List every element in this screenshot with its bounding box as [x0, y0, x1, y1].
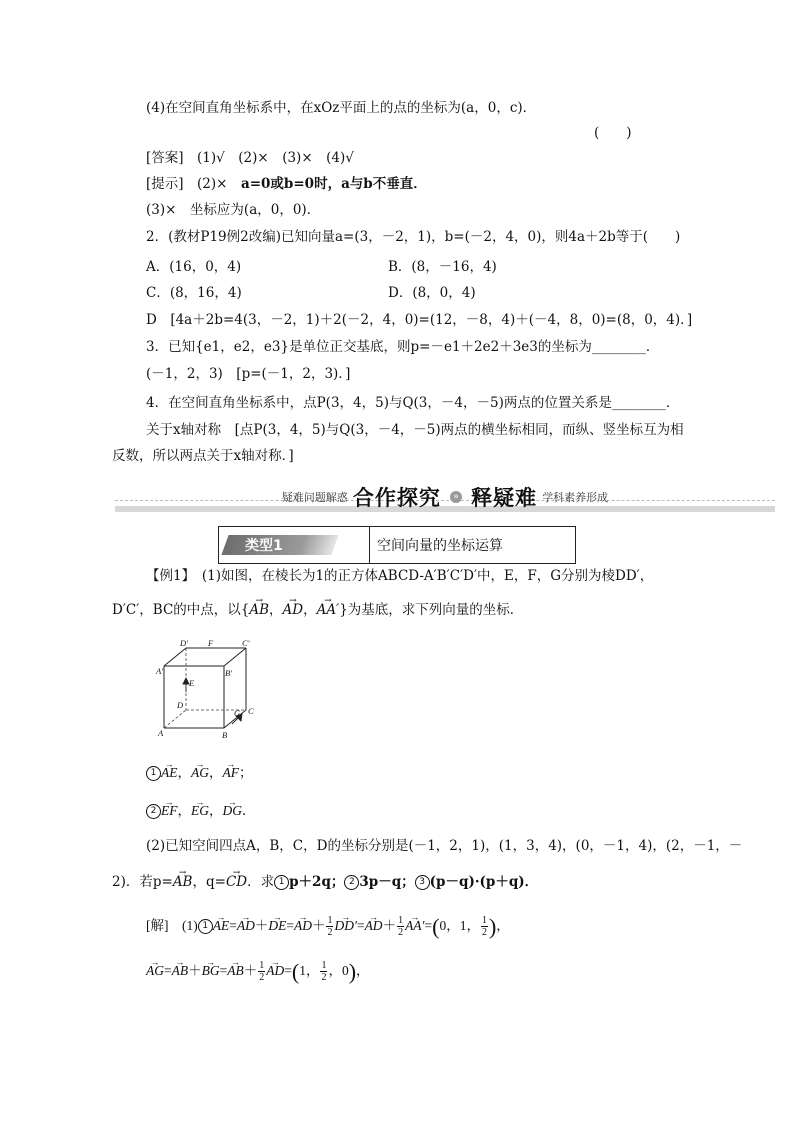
- circled-number-1: 1: [146, 766, 161, 781]
- answer-line: [答案] (1)√ (2)× (3)× (4)√: [146, 150, 354, 166]
- fraction-half-5: [320, 960, 327, 983]
- subquestion-2: 2→ EF，→ EG，→ DG．: [146, 801, 256, 821]
- vec-ad: → AD: [283, 600, 304, 620]
- frac-den: 2: [321, 972, 327, 984]
- type-title: 空间向量的坐标运算: [377, 538, 503, 554]
- hint-text: a=0或b=0时，a与b不垂直．: [240, 176, 427, 192]
- fraction-half-3: [481, 915, 488, 938]
- hint-line-2: [146, 174, 427, 194]
- example1-line1: 【例1】 (1)如图，在棱长为1的正方体ABCD-A′B′C′D′中，E，F，G分别为棱DD′，: [146, 568, 654, 584]
- circled-number-2: 2: [146, 804, 161, 819]
- frac-num: 1: [398, 915, 404, 927]
- label-a: A: [158, 728, 164, 738]
- label-b1: B′: [225, 668, 233, 678]
- vec-ag: → AG: [191, 763, 209, 783]
- example1-line2: D′C′，BC的中点，以{→ AB，→ AD，→ AA′}为基底，求下列向量的坐标．: [112, 600, 523, 620]
- vec-aa1: → AA′: [317, 600, 340, 620]
- part2-line2: [112, 872, 538, 892]
- q2-option-d: D．(8，0，4): [388, 285, 476, 301]
- q2-option-b: B．(8，－16，4): [388, 259, 497, 275]
- banner-arrow-icon: »: [450, 491, 462, 503]
- q4-solution-line1: 关于x轴对称 [点P(3，4，5)与Q(3，－4，－5)两点的横坐标相同，而纵、竖坐标互为相: [146, 422, 684, 438]
- label-d1: D′: [180, 638, 188, 648]
- frac-num: 1: [327, 915, 333, 927]
- solution-line1: [解] (1) 1→ AE=→ AD＋→ DE=→ AD＋ $\frac{1}{2}$ → DD′=→ AD＋ $\frac{1}{2}$ → AA′=(0，1， $\frac{1}{2}$ )，: [146, 912, 510, 941]
- vec-ae: → AE: [161, 763, 178, 783]
- fraction-half-4: [258, 960, 265, 983]
- vec-ab-sol: → AB: [172, 957, 189, 985]
- part2-item-2: 3p－q；: [359, 874, 415, 890]
- label-f: F: [208, 638, 214, 648]
- solution-line2: → AG=→ AB＋→ BG=→ AB＋ $\frac{1}{2}$ → AD=(1， $\frac{1}{2}$ ，0)，: [146, 957, 370, 986]
- banner-big-2: 释疑难: [471, 486, 538, 510]
- label-c: C: [248, 706, 254, 716]
- vec-ab-sol-2: → AB: [227, 957, 244, 985]
- vec-ag-sol: → AG: [146, 957, 164, 985]
- fraction-half-2: [397, 915, 404, 938]
- banner-right-small: 学科素养形成: [542, 491, 609, 504]
- label-c1: C′: [242, 638, 250, 648]
- q2-option-c: C．(8，16，4): [146, 285, 242, 301]
- section-banner: [115, 480, 775, 514]
- q4-judgment: (4)在空间直角坐标系中，在xOz平面上的点的坐标为(a，0，c)．: [146, 100, 537, 116]
- part2-item-1: p＋2q；: [289, 874, 345, 890]
- vec-ef: → EF: [161, 801, 178, 821]
- frac-num: 1: [321, 960, 327, 972]
- banner-left-small: 疑难问题解惑: [281, 491, 348, 504]
- label-g: G: [234, 708, 241, 718]
- type-label: [219, 527, 370, 563]
- vec-cd-q: → CD: [226, 872, 247, 892]
- vec-ad-sol-3: → AD: [365, 912, 383, 940]
- q4-judgment-paren: ( ): [594, 125, 632, 141]
- label-d: D: [177, 700, 184, 710]
- circled-number-2b: 2: [344, 875, 359, 890]
- q3-question: 3．已知{e1，e2，e3}是单位正交基底，则p=－e1＋2e2＋3e3的坐标为________．: [146, 339, 660, 355]
- frac-den: 2: [259, 972, 265, 984]
- example1-line2-end: }为基底，求下列向量的坐标．: [339, 602, 524, 618]
- hint-line-3: (3)× 坐标应为(a，0，0)．: [146, 202, 321, 218]
- banner-text: [115, 482, 775, 512]
- part2-line1: (2)已知空间四点A，B，C，D的坐标分别是(－1，2，1)，(1，3，4)，(0，－1，4)，(2，－1，－: [146, 838, 743, 854]
- part2-line2-b: ，q=: [192, 874, 226, 890]
- edge-b1c1: [224, 648, 246, 666]
- frac-den: 2: [481, 927, 487, 939]
- vec-bg-sol: → BG: [202, 957, 220, 985]
- circled-number-3: 3: [415, 875, 430, 890]
- frac-den: 2: [327, 927, 333, 939]
- q3-solution: (－1，2，3) [p=(－1，2，3)．]: [146, 366, 351, 382]
- vec-ab: → AB: [249, 600, 269, 620]
- q4-question: 4．在空间直角坐标系中，点P(3，4，5)与Q(3，－4，－5)两点的位置关系是________．: [146, 395, 680, 411]
- solution-label: [解] (1): [146, 918, 198, 933]
- q2-solution: D [4a＋2b=4(3，－2，1)＋2(－2，4，0)=(12，－8，4)＋(－4，8，0)=(8，0，4)．]: [146, 312, 693, 328]
- vec-aa1-sol: → AA′: [405, 912, 424, 940]
- label-e: E: [189, 678, 195, 688]
- q2-option-a: A．(16，0，4): [146, 259, 242, 275]
- frac-num: 1: [481, 915, 487, 927]
- subquestion-1: 1→ AE，→ AG，→ AF；: [146, 763, 253, 783]
- edge-a1d1: [164, 648, 186, 666]
- example1-line2-start: D′C′，BC的中点，以{: [112, 602, 250, 618]
- q4-solution-line2: 反数，所以两点关于x轴对称．]: [112, 448, 294, 464]
- type-box: [218, 526, 576, 564]
- label-b: B: [222, 730, 228, 740]
- vec-ad-sol-2: → AD: [294, 912, 312, 940]
- frac-den: 2: [398, 927, 404, 939]
- circled-number-1c: 1: [198, 919, 213, 934]
- part2-item-3: (p－q)·(p＋q)．: [429, 874, 539, 890]
- part2-line2-a: 2)．若p=: [112, 874, 173, 890]
- frac-num: 1: [259, 960, 265, 972]
- vec-dg: → DG: [223, 801, 243, 821]
- vec-dd1-sol: → DD′: [334, 912, 356, 940]
- hint-prefix: [提示] (2)×: [146, 176, 241, 192]
- vec-ad-sol-4: → AD: [266, 957, 284, 985]
- vec-ab-p: → AB: [173, 872, 193, 892]
- vec-ae-sol: → AE: [213, 912, 230, 940]
- q2-question: 2．(教材P19例2改编)已知向量a=(3，－2，1)，b=(－2，4，0)，则4a＋2b等于( ): [146, 229, 681, 245]
- label-a1: A′: [156, 666, 164, 676]
- banner-big-1: 合作探究: [352, 486, 441, 510]
- edge-ad-hidden: [164, 710, 186, 728]
- circled-number-1b: 1: [274, 875, 289, 890]
- vec-ad-sol: → AD: [237, 912, 255, 940]
- vec-af: → AF: [223, 763, 240, 783]
- type-label-text: 类型1: [245, 538, 283, 554]
- cube-figure: [150, 636, 260, 746]
- fraction-half-1: [326, 915, 333, 938]
- part2-line2-c: ．求: [247, 874, 275, 890]
- vec-eg: → EG: [191, 801, 209, 821]
- vec-de-sol: → DE: [268, 912, 286, 940]
